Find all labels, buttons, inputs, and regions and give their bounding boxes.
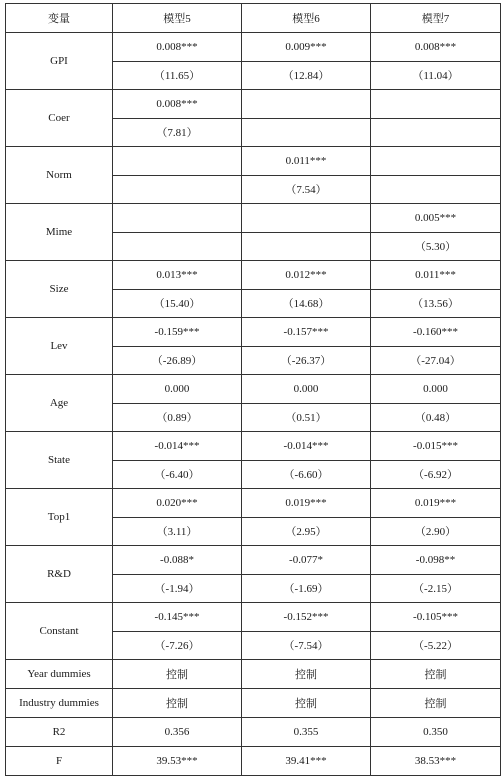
t-stat-cell: （0.51） bbox=[242, 403, 371, 432]
coefficient-cell: -0.014*** bbox=[113, 432, 242, 461]
coefficient-cell: -0.160*** bbox=[371, 318, 501, 347]
table-row bbox=[6, 147, 501, 176]
value-cell: 控制 bbox=[242, 660, 371, 689]
coefficient-cell: 0.000 bbox=[371, 375, 501, 404]
t-stat-cell: （-1.69） bbox=[242, 574, 371, 603]
coefficient-cell: -0.014*** bbox=[242, 432, 371, 461]
variable-name: Age bbox=[6, 375, 113, 432]
t-stat-cell: （15.40） bbox=[113, 289, 242, 318]
coefficient-cell: -0.105*** bbox=[371, 603, 501, 632]
t-stat-cell: （11.04） bbox=[371, 61, 501, 90]
t-stat-cell: （-2.15） bbox=[371, 574, 501, 603]
coefficient-cell bbox=[113, 204, 242, 233]
t-stat-cell: （11.65） bbox=[113, 61, 242, 90]
coefficient-cell: 0.020*** bbox=[113, 489, 242, 518]
value-cell: 0.350 bbox=[371, 718, 501, 747]
value-cell: 38.53*** bbox=[371, 747, 501, 776]
value-cell: 控制 bbox=[113, 689, 242, 718]
coefficient-cell: 0.000 bbox=[242, 375, 371, 404]
t-stat-cell: （-27.04） bbox=[371, 346, 501, 375]
variable-name: R2 bbox=[6, 718, 113, 747]
coefficient-cell: -0.145*** bbox=[113, 603, 242, 632]
t-stat-cell: （7.81） bbox=[113, 118, 242, 147]
coefficient-cell bbox=[242, 90, 371, 119]
header-model-7: 模型7 bbox=[371, 4, 501, 33]
table-row bbox=[6, 603, 501, 632]
variable-name: Constant bbox=[6, 603, 113, 660]
variable-name: R&D bbox=[6, 546, 113, 603]
t-stat-cell: （0.89） bbox=[113, 403, 242, 432]
variable-name: Norm bbox=[6, 147, 113, 204]
value-cell: 控制 bbox=[113, 660, 242, 689]
table-row bbox=[6, 375, 501, 404]
value-cell: 控制 bbox=[371, 689, 501, 718]
t-stat-cell bbox=[371, 175, 501, 204]
coefficient-cell: 0.008*** bbox=[371, 33, 501, 62]
t-stat-cell bbox=[242, 118, 371, 147]
table-row bbox=[6, 204, 501, 233]
value-cell: 39.41*** bbox=[242, 747, 371, 776]
coefficient-cell bbox=[242, 204, 371, 233]
coefficient-cell: 0.008*** bbox=[113, 90, 242, 119]
t-stat-cell: （-1.94） bbox=[113, 574, 242, 603]
t-stat-cell: （5.30） bbox=[371, 232, 501, 261]
coefficient-cell: -0.077* bbox=[242, 546, 371, 575]
coefficient-cell: 0.019*** bbox=[371, 489, 501, 518]
table-row bbox=[6, 546, 501, 575]
coefficient-cell bbox=[113, 147, 242, 176]
t-stat-cell: （3.11） bbox=[113, 517, 242, 546]
variable-name: Coer bbox=[6, 90, 113, 147]
t-stat-cell: （-6.92） bbox=[371, 460, 501, 489]
regression-table bbox=[5, 3, 501, 776]
t-stat-cell: （-6.60） bbox=[242, 460, 371, 489]
table-row bbox=[6, 660, 501, 689]
t-stat-cell bbox=[113, 175, 242, 204]
header-model-6: 模型6 bbox=[242, 4, 371, 33]
t-stat-cell: （-26.89） bbox=[113, 346, 242, 375]
table-row bbox=[6, 718, 501, 747]
value-cell: 39.53*** bbox=[113, 747, 242, 776]
value-cell: 控制 bbox=[242, 689, 371, 718]
variable-name: Size bbox=[6, 261, 113, 318]
table-row bbox=[6, 90, 501, 119]
table-row bbox=[6, 33, 501, 62]
variable-name: State bbox=[6, 432, 113, 489]
coefficient-cell: 0.008*** bbox=[113, 33, 242, 62]
value-cell: 0.355 bbox=[242, 718, 371, 747]
header-model-5: 模型5 bbox=[113, 4, 242, 33]
t-stat-cell: （-5.22） bbox=[371, 631, 501, 660]
t-stat-cell: （14.68） bbox=[242, 289, 371, 318]
coefficient-cell: 0.012*** bbox=[242, 261, 371, 290]
table-row bbox=[6, 318, 501, 347]
t-stat-cell: （-26.37） bbox=[242, 346, 371, 375]
variable-name: Industry dummies bbox=[6, 689, 113, 718]
coefficient-cell: -0.098** bbox=[371, 546, 501, 575]
coefficient-cell bbox=[371, 90, 501, 119]
t-stat-cell: （2.95） bbox=[242, 517, 371, 546]
coefficient-cell: 0.011*** bbox=[242, 147, 371, 176]
t-stat-cell: （7.54） bbox=[242, 175, 371, 204]
table-row bbox=[6, 432, 501, 461]
coefficient-cell: -0.088* bbox=[113, 546, 242, 575]
value-cell: 0.356 bbox=[113, 718, 242, 747]
t-stat-cell: （2.90） bbox=[371, 517, 501, 546]
table-row bbox=[6, 689, 501, 718]
t-stat-cell: （-6.40） bbox=[113, 460, 242, 489]
coefficient-cell: -0.152*** bbox=[242, 603, 371, 632]
coefficient-cell: 0.005*** bbox=[371, 204, 501, 233]
variable-name: Top1 bbox=[6, 489, 113, 546]
table-row bbox=[6, 747, 501, 776]
coefficient-cell: 0.013*** bbox=[113, 261, 242, 290]
variable-name: F bbox=[6, 747, 113, 776]
variable-name: Mime bbox=[6, 204, 113, 261]
variable-name: GPI bbox=[6, 33, 113, 90]
coefficient-cell: 0.000 bbox=[113, 375, 242, 404]
coefficient-cell: -0.015*** bbox=[371, 432, 501, 461]
t-stat-cell bbox=[371, 118, 501, 147]
coefficient-cell: 0.019*** bbox=[242, 489, 371, 518]
header-row bbox=[6, 4, 501, 33]
coefficient-cell: -0.159*** bbox=[113, 318, 242, 347]
table-row bbox=[6, 489, 501, 518]
variable-name: Year dummies bbox=[6, 660, 113, 689]
coefficient-cell bbox=[371, 147, 501, 176]
coefficient-cell: 0.009*** bbox=[242, 33, 371, 62]
header-variable: 变量 bbox=[6, 4, 113, 33]
table-row bbox=[6, 261, 501, 290]
t-stat-cell bbox=[113, 232, 242, 261]
t-stat-cell: （13.56） bbox=[371, 289, 501, 318]
coefficient-cell: 0.011*** bbox=[371, 261, 501, 290]
variable-name: Lev bbox=[6, 318, 113, 375]
t-stat-cell: （0.48） bbox=[371, 403, 501, 432]
t-stat-cell bbox=[242, 232, 371, 261]
value-cell: 控制 bbox=[371, 660, 501, 689]
t-stat-cell: （-7.54） bbox=[242, 631, 371, 660]
t-stat-cell: （12.84） bbox=[242, 61, 371, 90]
coefficient-cell: -0.157*** bbox=[242, 318, 371, 347]
t-stat-cell: （-7.26） bbox=[113, 631, 242, 660]
